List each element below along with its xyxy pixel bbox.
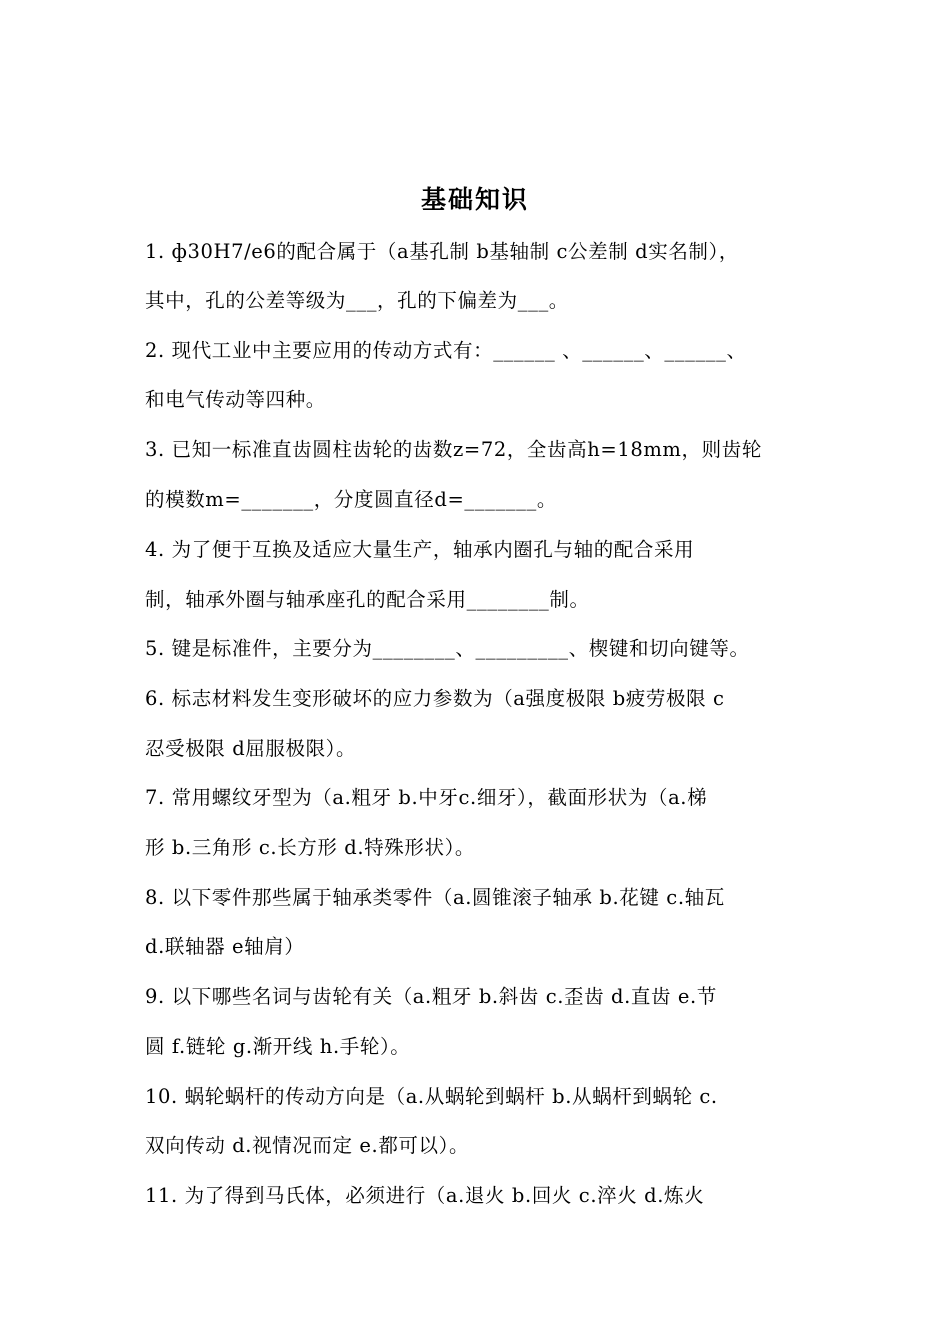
text-line: 3. 已知一标准直齿圆柱齿轮的齿数z=72，全齿高h=18mm，则齿轮 bbox=[145, 438, 762, 461]
text-line: 形 b.三角形 c.长方形 d.特殊形状）。 bbox=[145, 836, 476, 859]
text-line: 5. 键是标准件，主要分为________、_________、楔键和切向键等。 bbox=[145, 637, 750, 660]
text-line: 7. 常用螺纹牙型为（a.粗牙 b.中牙c.细牙），截面形状为（a.梯 bbox=[145, 786, 708, 809]
text-line: d.联轴器 e轴肩） bbox=[145, 935, 305, 958]
page-title: 基础知识 bbox=[420, 185, 529, 214]
text-line: 圆 f.链轮 g.渐开线 h.手轮）。 bbox=[145, 1035, 411, 1058]
text-line: 10. 蜗轮蜗杆的传动方向是（a.从蜗轮到蜗杆 b.从蜗杆到蜗轮 c. bbox=[145, 1085, 718, 1108]
text-line: 9. 以下哪些名词与齿轮有关（a.粗牙 b.斜齿 c.歪齿 d.直齿 e.节 bbox=[145, 985, 717, 1008]
text-line: 4. 为了便于互换及适应大量生产，轴承内圈孔与轴的配合采用 bbox=[145, 538, 695, 561]
text-line: 8. 以下零件那些属于轴承类零件（a.圆锥滚子轴承 b.花键 c.轴瓦 bbox=[145, 886, 725, 909]
text-line: 其中，孔的公差等级为___，孔的下偏差为___。 bbox=[145, 289, 569, 312]
text-line: 11. 为了得到马氏体，必须进行（a.退火 b.回火 c.淬火 d.炼火 bbox=[145, 1184, 705, 1207]
text-line: 6. 标志材料发生变形破坏的应力参数为（a强度极限 b疲劳极限 c bbox=[145, 687, 725, 710]
text-line: 1. ф30H7/e6的配合属于（a基孔制 b基轴制 c公差制 d实名制）， bbox=[145, 240, 739, 263]
text-line: 双向传动 d.视情况而定 e.都可以）。 bbox=[145, 1134, 470, 1157]
text-line: 忍受极限 d屈服极限）。 bbox=[145, 737, 357, 760]
text-line: 和电气传动等四种。 bbox=[145, 388, 326, 411]
text-line: 制，轴承外圈与轴承座孔的配合采用________制。 bbox=[145, 588, 590, 611]
text-line: 2. 现代工业中主要应用的传动方式有：______ 、______、______、 bbox=[145, 339, 747, 362]
text-line: 的模数m=_______，分度圆直径d=_______。 bbox=[145, 488, 557, 511]
